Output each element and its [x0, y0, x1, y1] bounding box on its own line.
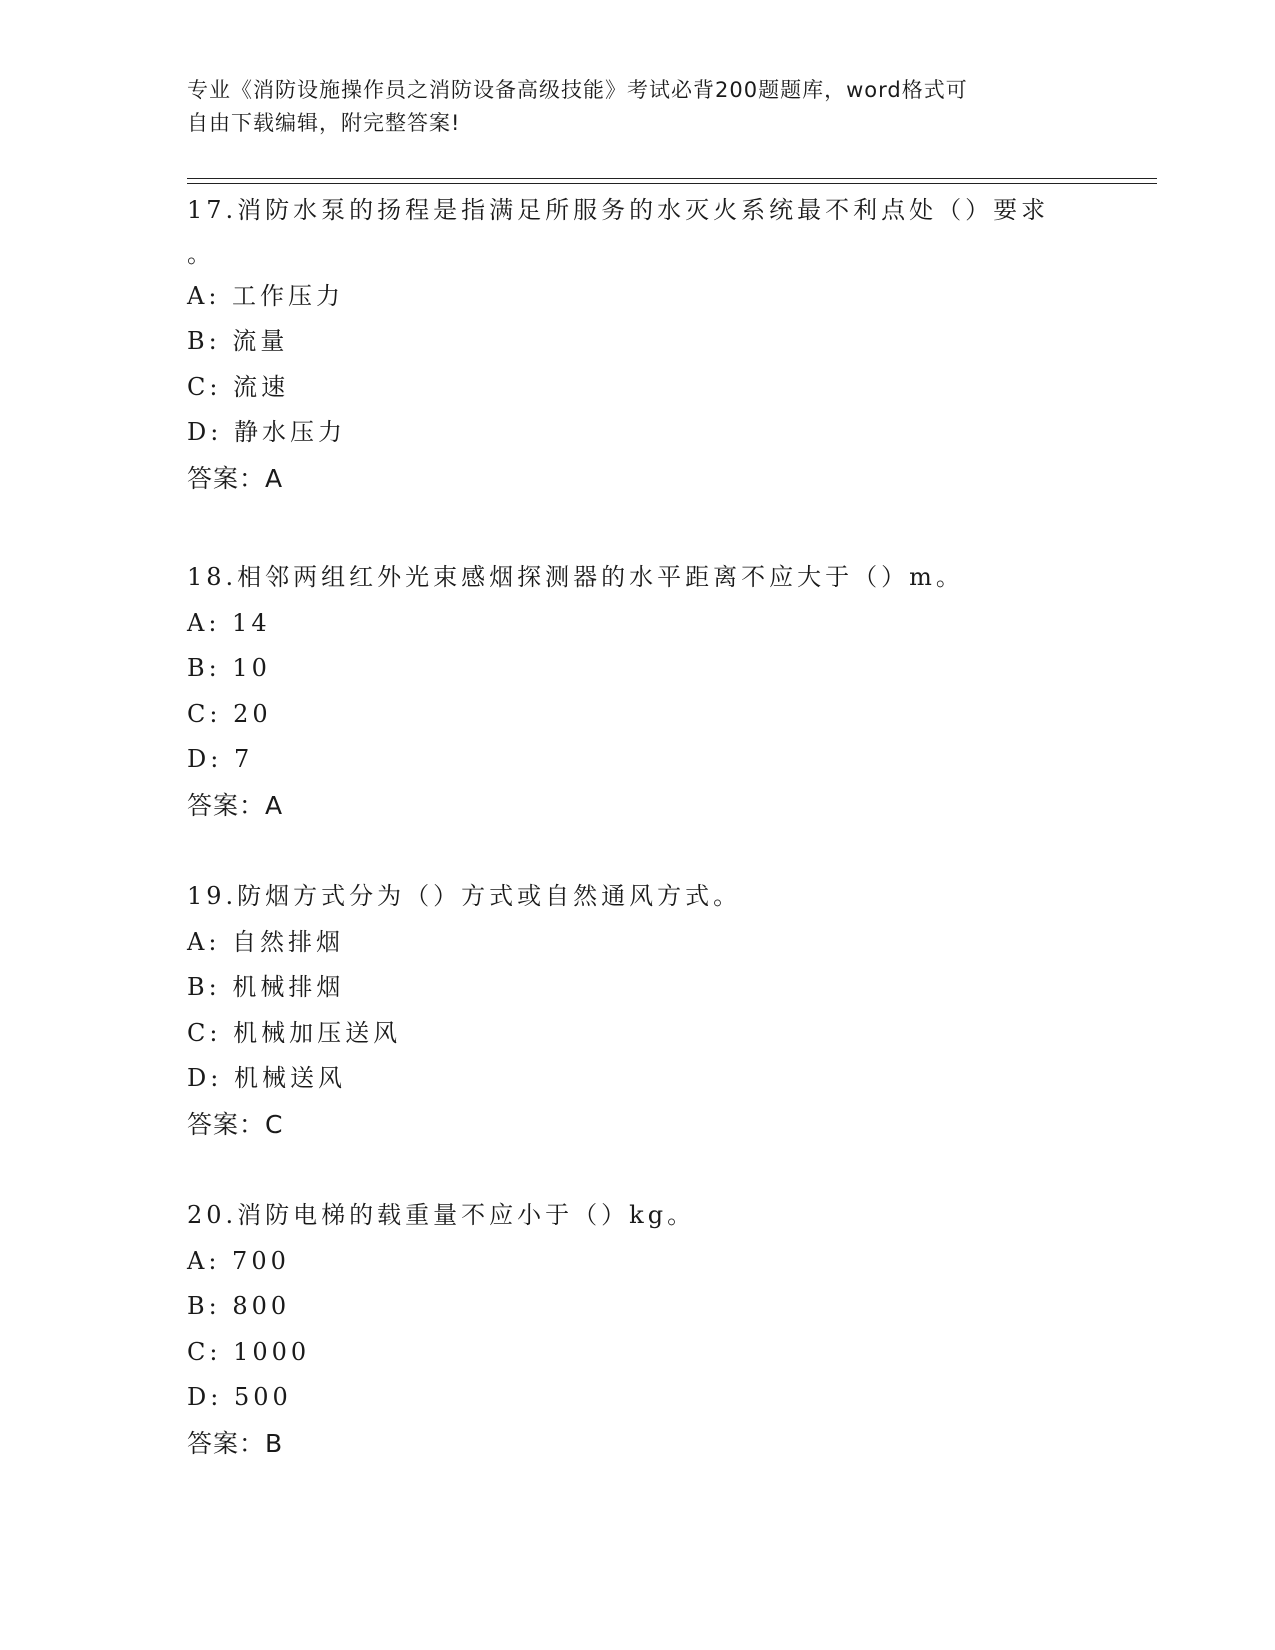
option-b: B: 800 — [187, 1292, 291, 1320]
question-stem: 17.消防水泵的扬程是指满足所服务的水灭火系统最不利点处（）要求 — [187, 196, 1050, 224]
option-a: A: 14 — [187, 608, 271, 637]
option-a: A: 700 — [187, 1246, 290, 1275]
question-17 — [187, 188, 1087, 501]
option-a: A: 自然排烟 — [187, 927, 345, 956]
option-d: D: 静水压力 — [187, 418, 346, 446]
option-d: D: 7 — [187, 745, 254, 773]
option-d: D: 500 — [187, 1383, 292, 1411]
question-20 — [187, 1193, 1087, 1466]
answer-line: 答案：A — [187, 790, 284, 820]
question-18 — [187, 555, 1087, 828]
header-rule-top — [187, 178, 1157, 179]
option-a: A: 工作压力 — [187, 281, 345, 310]
option-c: C: 流速 — [187, 372, 290, 401]
header-line-2: 自由下载编辑，附完整答案! — [187, 111, 461, 135]
question-19 — [187, 874, 1087, 1147]
header-rule-bottom — [187, 183, 1157, 184]
option-c: C: 20 — [187, 699, 272, 728]
question-stem: 20.消防电梯的载重量不应小于（）kg。 — [187, 1201, 696, 1229]
answer-line: 答案：B — [187, 1428, 284, 1458]
answer-line: 答案：C — [187, 1109, 284, 1139]
option-c: C: 1000 — [187, 1337, 311, 1366]
question-stem: 19.防烟方式分为（）方式或自然通风方式。 — [187, 882, 742, 910]
option-d: D: 机械送风 — [187, 1064, 346, 1092]
question-stem-continuation: 。 — [187, 239, 215, 268]
question-stem: 18.相邻两组红外光束感烟探测器的水平距离不应大于（）m。 — [187, 563, 964, 591]
document-header — [187, 74, 1087, 140]
answer-line: 答案：A — [187, 463, 284, 493]
option-b: B: 机械排烟 — [187, 973, 345, 1001]
option-b: B: 10 — [187, 654, 271, 682]
option-b: B: 流量 — [187, 327, 289, 355]
option-c: C: 机械加压送风 — [187, 1018, 402, 1047]
header-line-1: 专业《消防设施操作员之消防设备高级技能》考试必背200题题库，word格式可 — [187, 78, 968, 102]
